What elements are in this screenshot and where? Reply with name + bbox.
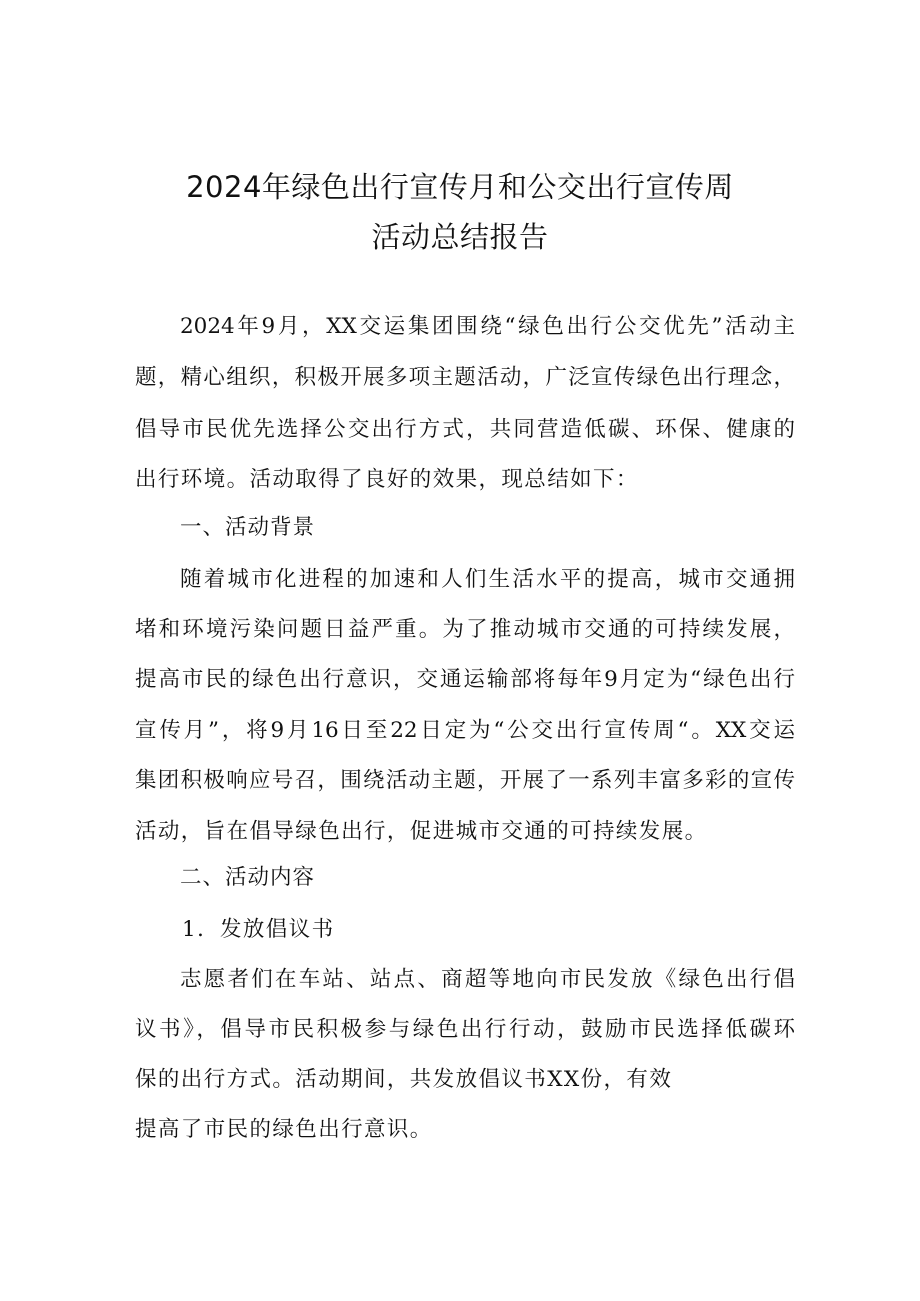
subsection-1-heading: 1．发放倡议书 [182,917,335,942]
subsection-1-line-2: 议书》，倡导市民积极参与绿色出行行动，鼓励市民选择低碳环 [135,1017,795,1042]
section-1-line-3: 提高市民的绿色出行意识，交通运输部将每年9月定为“绿色出行 [135,667,795,692]
intro-line-4: 出行环境。活动取得了良好的效果，现总结如下： [135,467,639,492]
section-1-line-4: 宣传月”，将9月16日至22日定为“公交出行宣传周“。XX交运 [135,718,795,743]
subsection-1-line-1: 志愿者们在车站、站点、商超等地向市民发放《绿色出行倡 [180,967,795,992]
section-2-heading: 二、活动内容 [180,865,316,890]
section-1-line-6: 活动，旨在倡导绿色出行，促进城市交通的可持续发展。 [135,819,708,844]
section-1-line-1: 随着城市化进程的加速和人们生活水平的提高，城市交通拥 [180,567,795,592]
subsection-1-line-4: 提高了市民的绿色出行意识。 [135,1117,433,1142]
intro-line-1: 2024年9月，XX交运集团围绕“绿色出行公交优先”活动主 [180,314,795,339]
subsection-1-line-3: 保的出行方式。活动期间，共发放倡议书XX份，有效 [135,1067,673,1092]
section-1-line-2: 堵和环境污染问题日益严重。为了推动城市交通的可持续发展， [135,617,795,642]
section-1-heading: 一、活动背景 [180,515,316,540]
title-line-2: 活动总结报告 [371,220,549,254]
title-line-1: 2024年绿色出行宣传月和公交出行宣传周 [186,170,734,204]
intro-line-2: 题，精心组织，积极开展多项主题活动，广泛宣传绿色出行理念， [135,365,795,390]
section-1-line-5: 集团积极响应号召，围绕活动主题，开展了一系列丰富多彩的宣传 [135,768,795,793]
intro-line-3: 倡导市民优先选择公交出行方式，共同营造低碳、环保、健康的 [135,417,795,442]
